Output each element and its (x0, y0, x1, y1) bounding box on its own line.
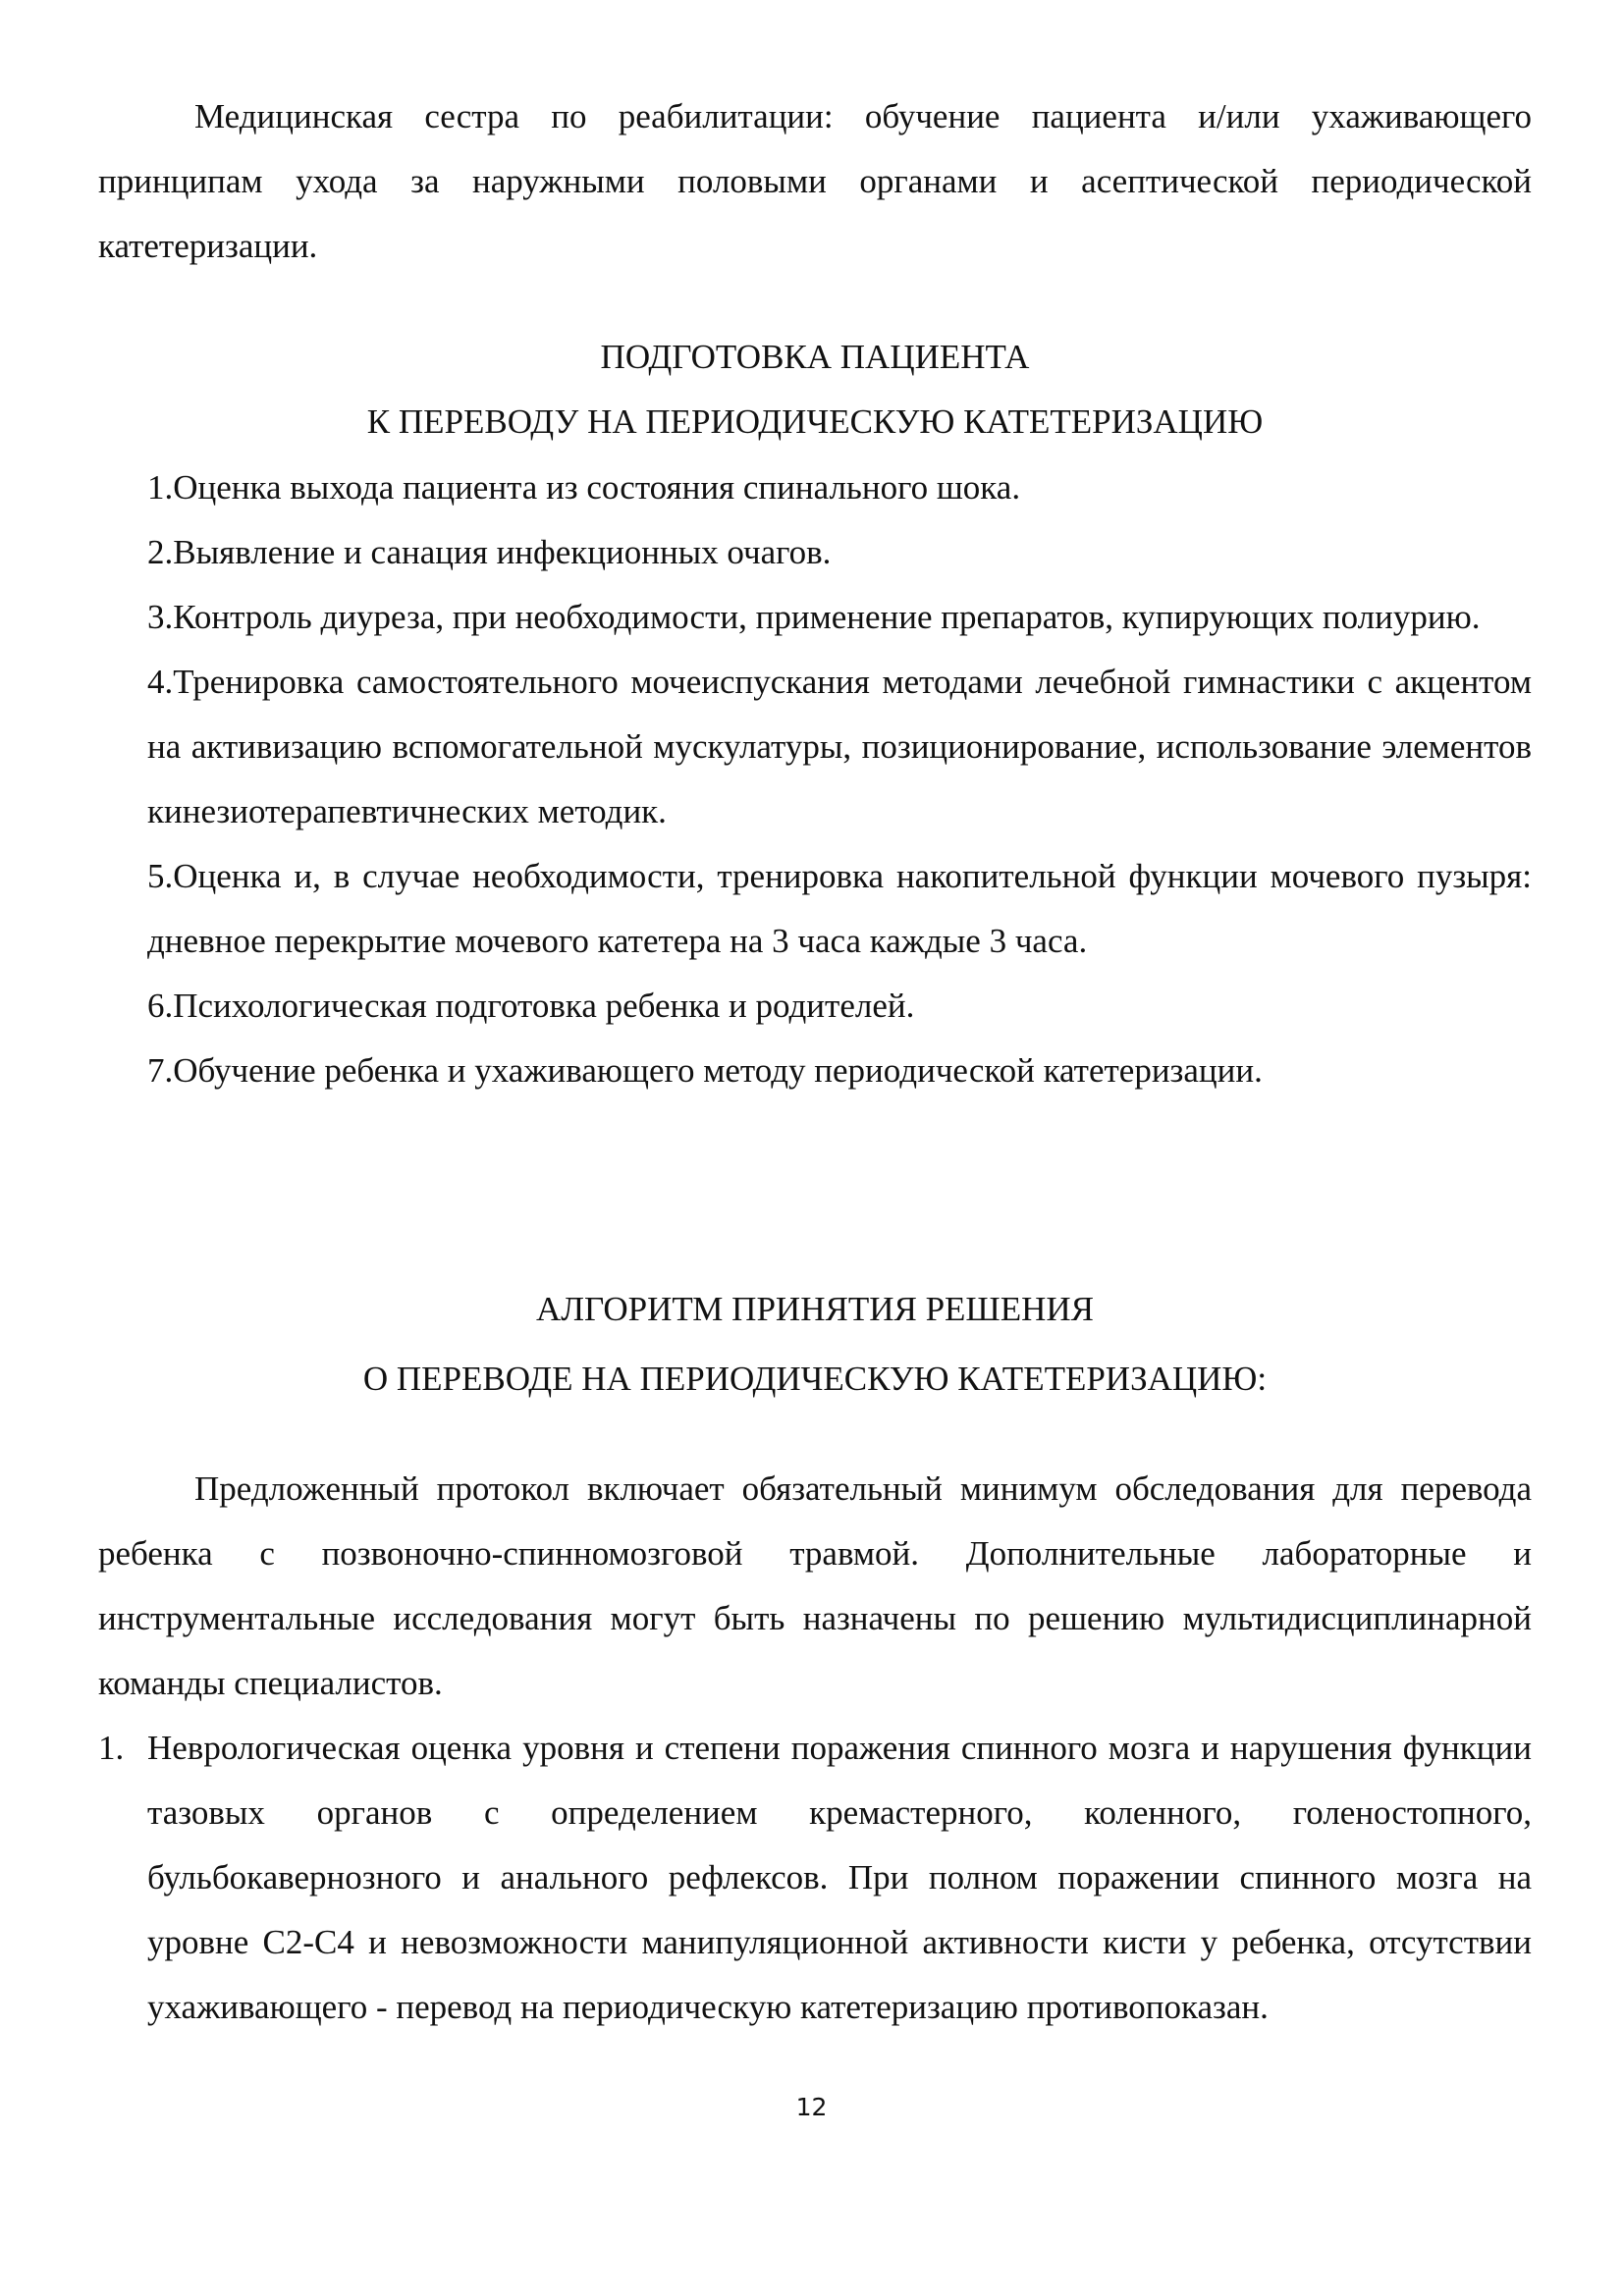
list-item: 3.Контроль диуреза, при необходимости, применение препаратов, купирующих полиурию. (147, 598, 1481, 636)
heading-line: К ПЕРЕВОДУ НА ПЕРИОДИЧЕСКУЮ КАТЕТЕРИЗАЦИЮ (366, 402, 1264, 441)
list-item: 4.Тренировка самостоятельного мочеиспускания методами лечебной гимнастики с акцентом на активизацию вспомогательной мускулатуры, позиционирование, использование элементов кинезиотерапевтичнеских методик. (147, 663, 1532, 830)
protocol-paragraph: Предложенный протокол включает обязательный минимум обследования для перевода ребенка с позвоночно-спинномозговой травмой. Дополнительные лабораторные и инструментальные исследования могут быть назначены по решению мультидисциплинарной команды специалистов. (98, 1469, 1532, 1702)
list-item: 5.Оценка и, в случае необходимости, тренировка накопительной функции мочевого пузыря: дневное перекрытие мочевого катетера на 3 часа каждые 3 часа. (147, 857, 1532, 960)
section-heading-algorithm (98, 1282, 1532, 1407)
section-heading-preparation (98, 330, 1532, 450)
heading-line: ПОДГОТОВКА ПАЦИЕНТА (600, 338, 1030, 376)
list-item: 1.Оценка выхода пациента из состояния спинального шока. (147, 468, 1021, 507)
heading-line: АЛГОРИТМ ПРИНЯТИЯ РЕШЕНИЯ (536, 1290, 1094, 1328)
list-item: 2.Выявление и санация инфекционных очагов. (147, 533, 832, 571)
list-item-text: Неврологическая оценка уровня и степени поражения спинного мозга и нарушения функции тазовых органов с определением кремастерного, коленного, голеностопного, бульбокавернозного и анального рефлексов. При полном поражении спинного мозга на уровне С2-С4 и невозможности манипуляционной активности кисти у ребенка, отсутствии ухаживающего - перевод на периодическую катетеризацию противопоказан. (147, 1729, 1532, 2026)
algorithm-list (98, 1716, 1532, 2040)
page-number: 12 (795, 2093, 828, 2121)
heading-line: О ПЕРЕВОДЕ НА ПЕРИОДИЧЕСКУЮ КАТЕТЕРИЗАЦИЮ: (362, 1360, 1268, 1398)
intro-paragraph: Медицинская сестра по реабилитации: обучение пациента и/или ухаживающего принципам ухода за наружными половыми органами и асептической периодической катетеризации. (98, 97, 1532, 265)
list-number: 1. (98, 1729, 125, 1767)
list-item (98, 1716, 1532, 2040)
list-item: 7.Обучение ребенка и ухаживающего методу периодической катетеризации. (147, 1051, 1263, 1090)
preparation-steps-list (147, 455, 1532, 1103)
list-item: 6.Психологическая подготовка ребенка и родителей. (147, 987, 915, 1025)
